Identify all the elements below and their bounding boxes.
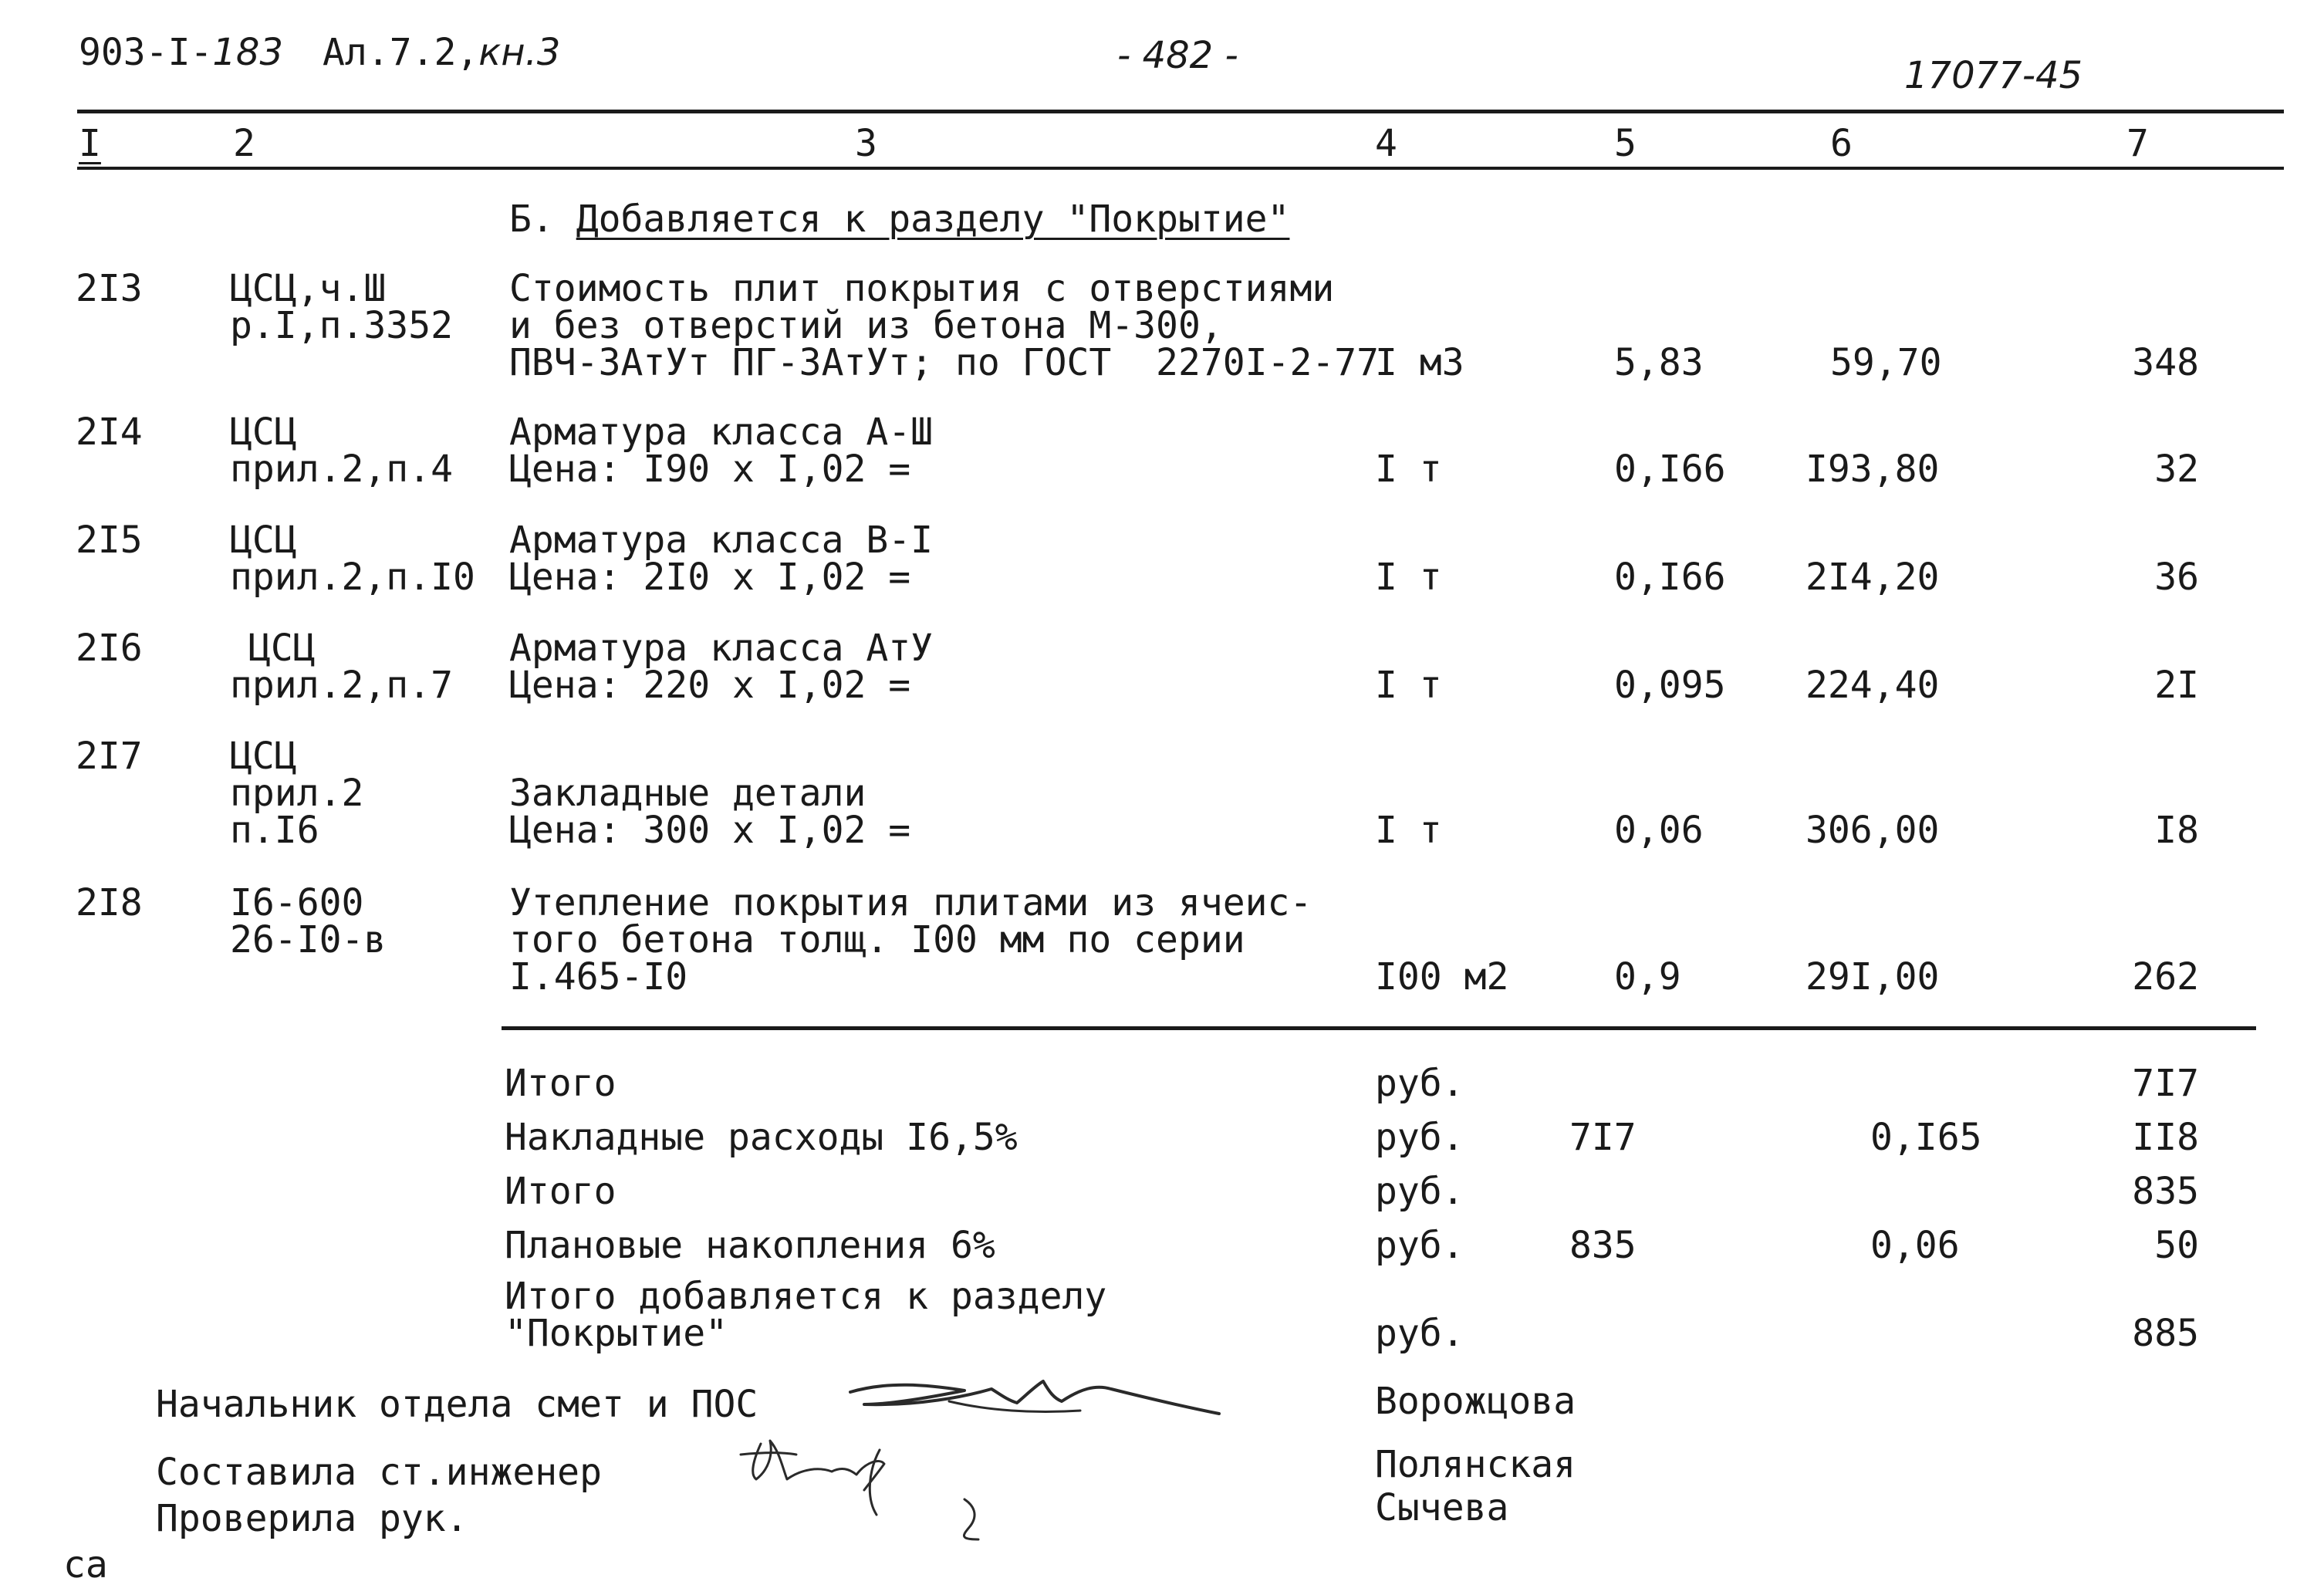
- row-total: 32: [2154, 448, 2199, 491]
- summary-unit: руб.: [1375, 1312, 1464, 1355]
- row-desc-line: ПВЧ-3АтУт ПГ-3АтУт; по ГОСТ 2270I-2-77: [509, 341, 1380, 384]
- row-desc-line: Цена: 220 х I,02 =: [509, 664, 911, 707]
- row-ref-line: 26-I0-в: [230, 918, 387, 961]
- row-unit: I00 м2: [1375, 955, 1509, 999]
- row-desc-line: Цена: 300 х I,02 =: [509, 809, 911, 852]
- signature-name: Полянская: [1375, 1443, 1576, 1486]
- row-desc-line: Стоимость плит покрытия с отверстиями: [509, 267, 1335, 310]
- section-heading: [509, 198, 1290, 241]
- row-desc-line: того бетона толщ. I00 мм по серии: [509, 918, 1245, 961]
- row-unit: I т: [1375, 664, 1442, 707]
- summary-total: II8: [2132, 1116, 2199, 1159]
- section-letter: Б.: [509, 198, 554, 241]
- row-number: 2I5: [76, 519, 143, 562]
- summary-unit: руб.: [1375, 1170, 1464, 1213]
- row-number: 2I4: [76, 411, 143, 454]
- summary-total: 885: [2132, 1312, 2199, 1355]
- summary-unit: руб.: [1375, 1224, 1464, 1267]
- summary-unit: руб.: [1375, 1062, 1464, 1105]
- row-qty: 0,I66: [1614, 448, 1726, 491]
- row-desc-line: и без отверстий из бетона М-300,: [509, 304, 1223, 347]
- signature-role: Начальник отдела смет и ПОС: [156, 1383, 758, 1426]
- column-header-1: I: [79, 122, 101, 165]
- row-total: 2I: [2154, 664, 2199, 707]
- row-price: 29I,00: [1805, 955, 1940, 999]
- row-price: I93,80: [1805, 448, 1940, 491]
- row-unit: I т: [1375, 448, 1442, 491]
- row-ref-line: ЦСЦ: [248, 627, 316, 670]
- row-desc-line: I.465-I0: [509, 955, 688, 999]
- column-header-3: 3: [855, 122, 877, 165]
- row-ref-line: п.I6: [230, 809, 319, 852]
- album-label: Ал.7.2,: [323, 31, 479, 74]
- summary-rate: 0,06: [1870, 1224, 1960, 1267]
- row-number: 2I8: [76, 881, 143, 924]
- row-desc-line: Арматура класса АтУ: [509, 627, 934, 670]
- row-qty: 0,I66: [1614, 556, 1726, 599]
- row-desc-line: Утепление покрытия плитами из ячеис-: [509, 881, 1312, 924]
- signature-name: Сычева: [1375, 1486, 1509, 1529]
- row-number: 2I3: [76, 267, 143, 310]
- row-desc-line: Цена: I90 х I,02 =: [509, 448, 911, 491]
- row-total: 36: [2154, 556, 2199, 599]
- doc-code-prefix: 903-I-: [79, 31, 213, 74]
- row-desc-line: Цена: 2I0 х I,02 =: [509, 556, 911, 599]
- doc-code: [79, 31, 284, 74]
- row-ref-line: прил.2,п.4: [230, 448, 453, 491]
- signature-role: Проверила рук.: [156, 1497, 468, 1540]
- header-bottom-rule: [77, 167, 2284, 170]
- page-number: - 482 -: [1117, 34, 1238, 77]
- row-ref-line: ЦСЦ: [230, 411, 297, 454]
- row-unit: I т: [1375, 556, 1442, 599]
- row-price: 224,40: [1805, 664, 1940, 707]
- row-price: 306,00: [1805, 809, 1940, 852]
- summary-label: "Покрытие": [505, 1312, 728, 1355]
- column-header-4: 4: [1375, 122, 1397, 165]
- summary-total: 50: [2154, 1224, 2199, 1267]
- signature-role: Составила ст.инженер: [156, 1451, 602, 1494]
- footer-mark: са: [63, 1543, 108, 1587]
- row-ref-line: I6-600: [230, 881, 364, 924]
- summary-label: Накладные расходы I6,5%: [505, 1116, 1018, 1159]
- column-header-6: 6: [1830, 122, 1853, 165]
- summary-divider: [502, 1026, 2256, 1030]
- row-desc-line: Арматура класса А-Ш: [509, 411, 934, 454]
- row-ref-line: ЦСЦ,ч.Ш: [230, 267, 387, 310]
- row-total: 348: [2132, 341, 2199, 384]
- row-price: 2I4,20: [1805, 556, 1940, 599]
- summary-base: 7I7: [1569, 1116, 1637, 1159]
- summary-rate: 0,I65: [1870, 1116, 1982, 1159]
- row-number: 2I6: [76, 627, 143, 670]
- book-label: кн.3: [478, 31, 561, 74]
- inventory-number: 17077-45: [1904, 54, 2083, 97]
- column-header-5: 5: [1614, 122, 1637, 165]
- row-ref-line: р.I,п.3352: [230, 304, 453, 347]
- row-qty: 5,83: [1614, 341, 1704, 384]
- column-header-7: 7: [2126, 122, 2149, 165]
- section-title: Добавляется к разделу "Покрытие": [576, 198, 1290, 241]
- row-ref-line: ЦСЦ: [230, 519, 297, 562]
- row-unit: I т: [1375, 809, 1442, 852]
- row-desc-line: Закладные детали: [509, 772, 866, 815]
- row-unit: I м3: [1375, 341, 1464, 384]
- signature-name: Ворожцова: [1375, 1380, 1576, 1423]
- row-total: 262: [2132, 955, 2199, 999]
- row-ref-line: прил.2,п.7: [230, 664, 453, 707]
- summary-total: 7I7: [2132, 1062, 2199, 1105]
- row-price: 59,70: [1830, 341, 1942, 384]
- row-desc-line: Арматура класса В-I: [509, 519, 934, 562]
- header-top-rule: [77, 110, 2284, 113]
- album-ref: [323, 31, 561, 74]
- summary-label: Плановые накопления 6%: [505, 1224, 995, 1267]
- summary-label: Итого добавляется к разделу: [505, 1275, 1107, 1318]
- row-qty: 0,9: [1614, 955, 1681, 999]
- row-ref-line: прил.2,п.I0: [230, 556, 475, 599]
- column-header-2: 2: [233, 122, 255, 165]
- summary-label: Итого: [505, 1062, 616, 1105]
- summary-unit: руб.: [1375, 1116, 1464, 1159]
- summary-label: Итого: [505, 1170, 616, 1213]
- doc-code-handwritten: 183: [212, 31, 284, 74]
- handwritten-signature-2: [733, 1424, 1057, 1563]
- row-number: 2I7: [76, 735, 143, 778]
- row-total: I8: [2154, 809, 2199, 852]
- row-ref-line: прил.2: [230, 772, 364, 815]
- row-qty: 0,095: [1614, 664, 1726, 707]
- row-ref-line: ЦСЦ: [230, 735, 297, 778]
- row-qty: 0,06: [1614, 809, 1704, 852]
- summary-base: 835: [1569, 1224, 1637, 1267]
- summary-total: 835: [2132, 1170, 2199, 1213]
